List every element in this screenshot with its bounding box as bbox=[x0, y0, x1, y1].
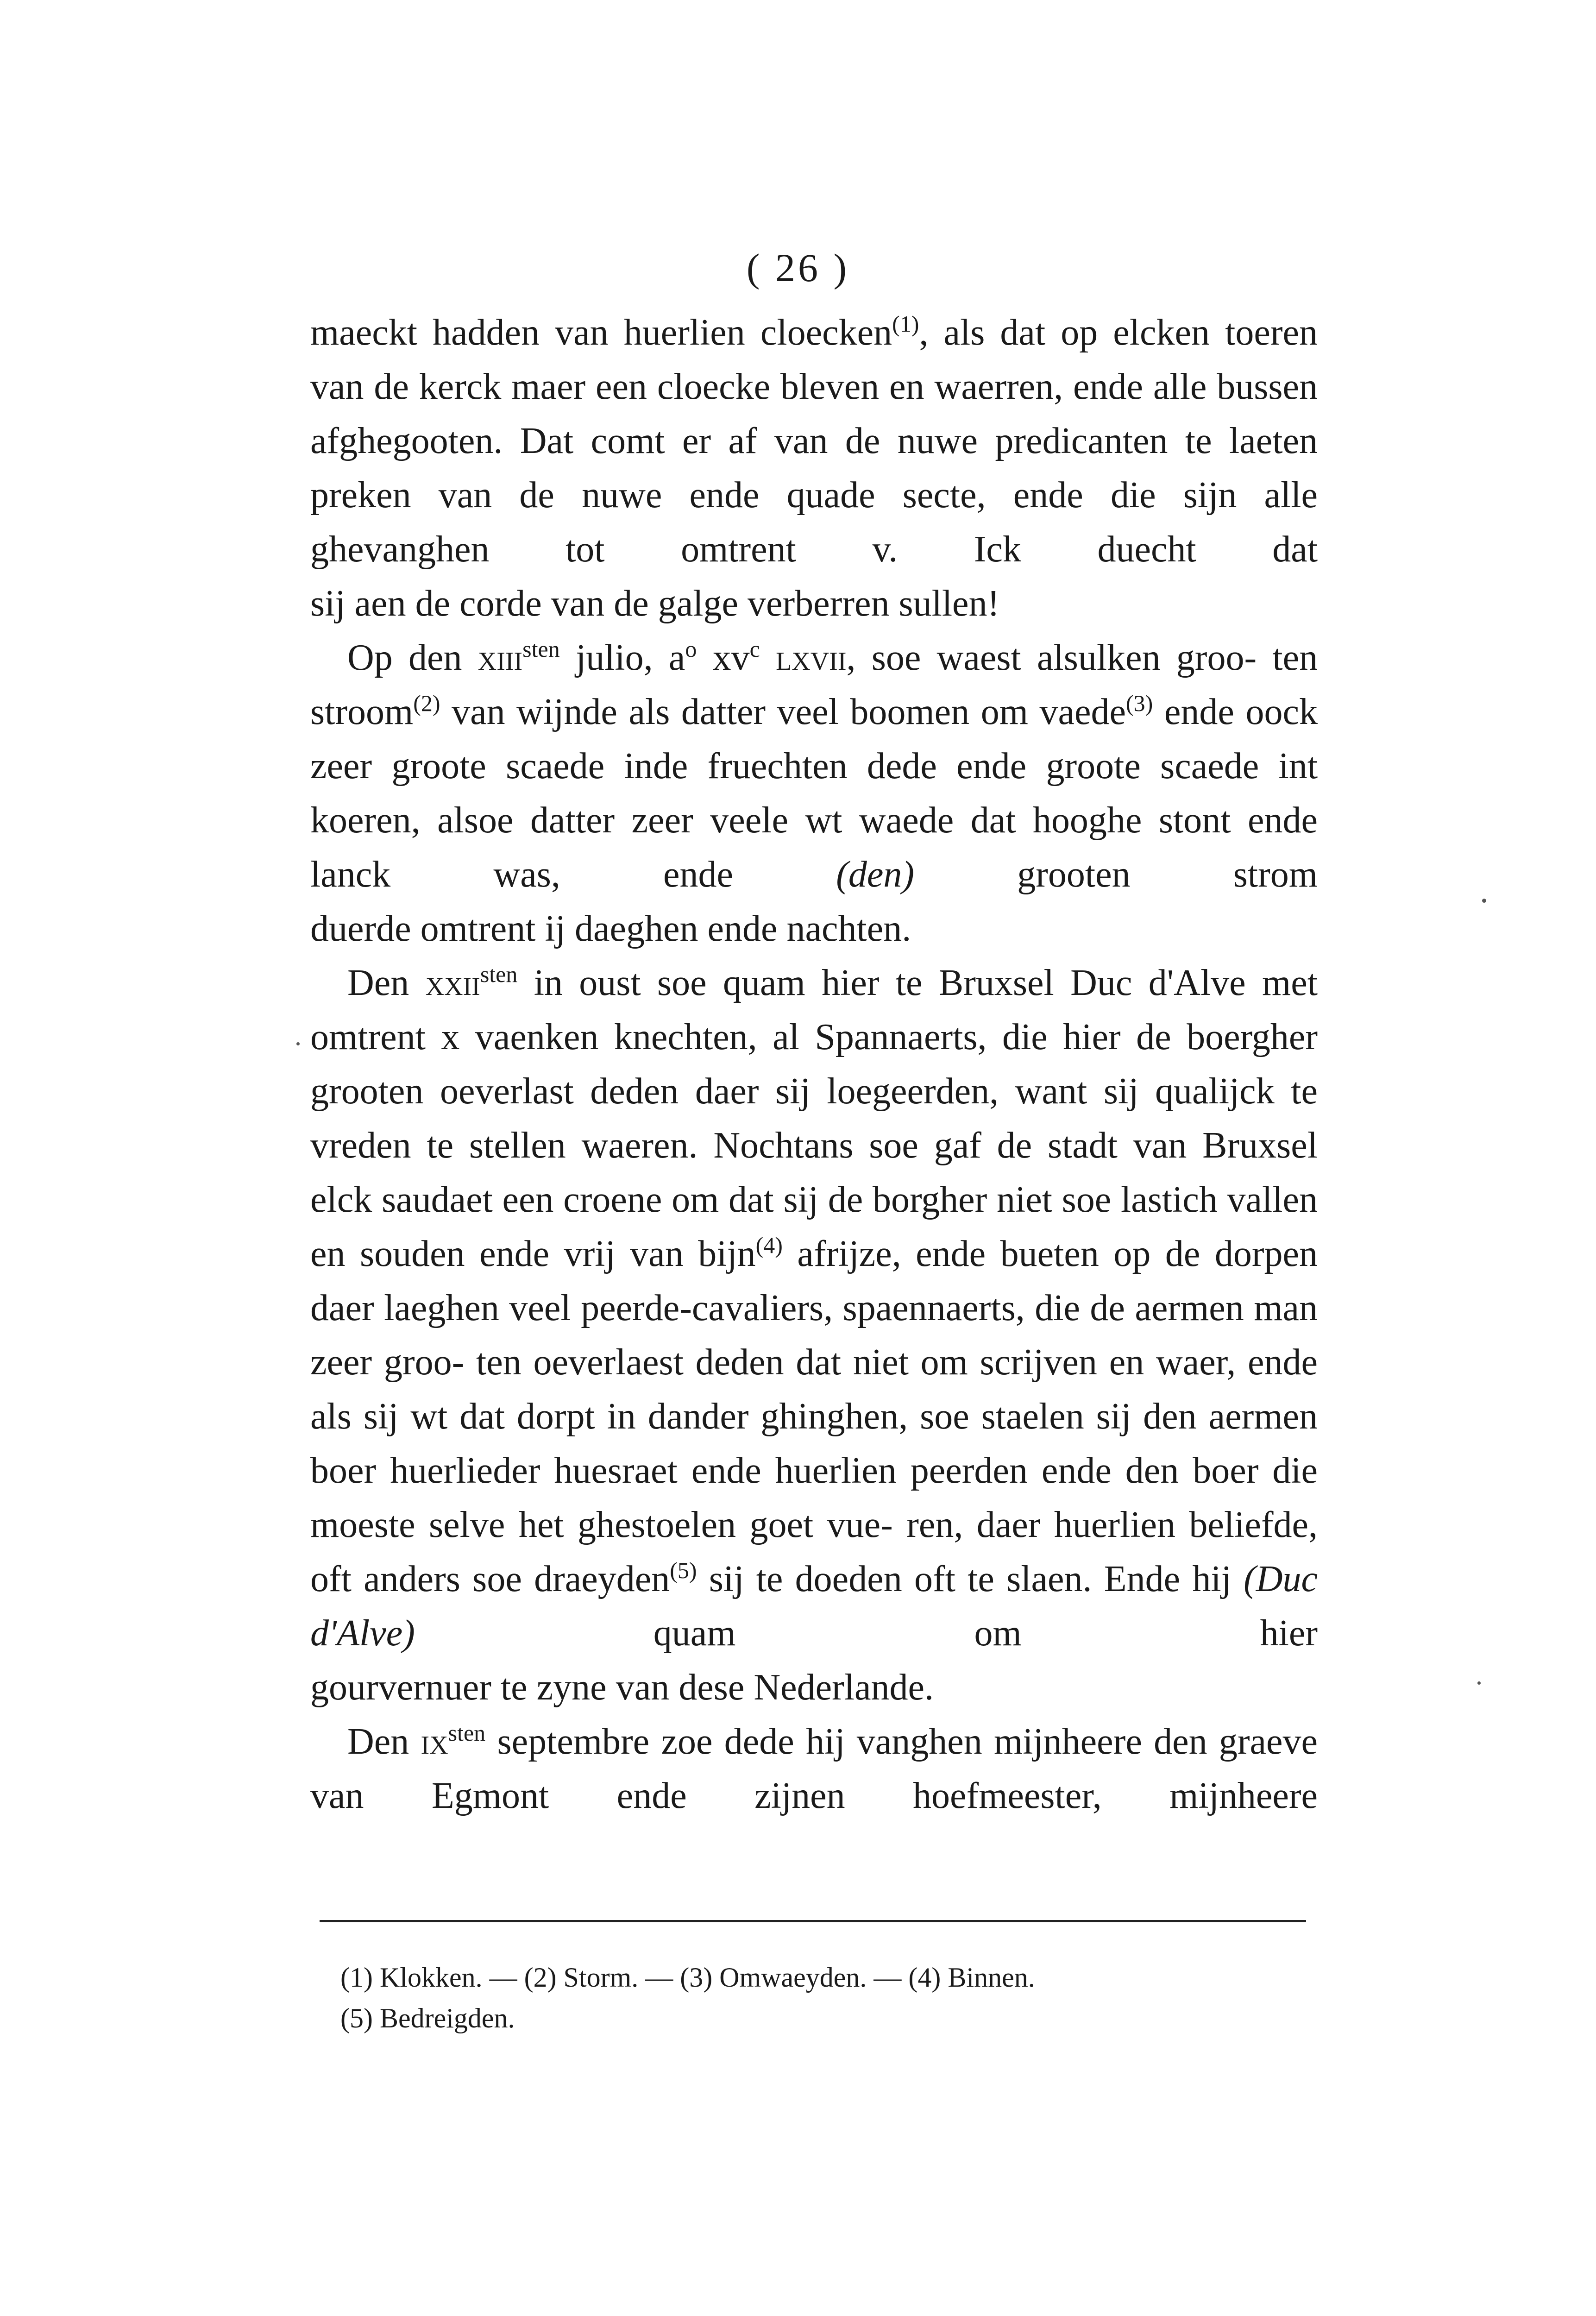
paragraph-1-end bbox=[310, 577, 1318, 631]
footnote-ref-5: (5) bbox=[670, 1557, 697, 1583]
text-span: septembre zoe dede hij vanghen mijnheere bbox=[485, 1721, 1142, 1762]
text-line: toeren van de kerck maer een cloecke bleven en waerren, bbox=[310, 312, 1318, 407]
print-speck bbox=[1482, 899, 1486, 903]
roman-numeral: xiii bbox=[478, 637, 523, 678]
text-span: afrijze, ende bueten op de dorpen daer laeghen veel bbox=[310, 1234, 1318, 1328]
text-span: ten stroom bbox=[310, 637, 1318, 732]
text-line: ende die sijn alle ghevanghen tot omtrent v. Ick duecht dat bbox=[310, 475, 1318, 570]
text-span: van wijnde als datter veel boomen om vaede bbox=[440, 692, 1126, 732]
superscript: sten bbox=[522, 636, 560, 662]
text-span: met omtrent x vaenken knechten, al Spannaerts, die hier bbox=[310, 963, 1318, 1057]
paragraph-4 bbox=[310, 1715, 1318, 1823]
body-text bbox=[310, 306, 1318, 1823]
text-span: quam om hier bbox=[415, 1613, 1318, 1654]
text-span: te doeden oft te slaen. Ende hij bbox=[756, 1559, 1244, 1599]
text-span: Den bbox=[347, 963, 426, 1003]
footnote-ref-4: (4) bbox=[755, 1232, 783, 1258]
footnote-ref-2: (2) bbox=[413, 690, 440, 716]
text-line: , als dat op elcken bbox=[919, 312, 1210, 353]
text-span: groote scaede int koeren, alsoe datter zeer veele wt waede bbox=[310, 746, 1318, 841]
paragraph-2-end bbox=[310, 902, 1318, 956]
text-span: gaf de stadt van Bruxsel elck saudaet een croene om dat sij bbox=[310, 1125, 1318, 1220]
superscript: c bbox=[749, 636, 760, 662]
text-span: ende oock zeer groote scaede inde fruechten dede ende bbox=[310, 692, 1318, 787]
text-span: , soe waest alsulken groo- bbox=[846, 637, 1257, 678]
text-span: aermen boer huerlieder huesraet ende huerlien peerden bbox=[310, 1396, 1318, 1491]
print-speck bbox=[296, 1042, 300, 1045]
text-span: ren, daer huerlien beliefde, oft anders soe draeyden bbox=[310, 1504, 1318, 1599]
text-span: peerde-cavaliers, spaennaerts, die de aermen man zeer groo- bbox=[310, 1288, 1318, 1383]
italic-span: (Duc d'Alve) bbox=[310, 1559, 1318, 1654]
superscript: sten bbox=[480, 961, 518, 987]
text-span: sij wt dat dorpt in dander ghinghen, soe staelen sij den bbox=[363, 1396, 1197, 1437]
text-span: de borgher niet soe lastich vallen en souden ende vrij van bbox=[310, 1179, 1318, 1274]
text-line: predicanten te laeten preken van de nuwe ende quade secte, bbox=[310, 421, 1318, 516]
paragraph-3 bbox=[310, 956, 1318, 1661]
superscript: sten bbox=[448, 1720, 486, 1746]
paragraph-2 bbox=[310, 631, 1318, 902]
footnote-separator bbox=[320, 1920, 1306, 1922]
text-span: dat hooghe stont ende lanck was, ende bbox=[310, 800, 1318, 895]
paragraph-3-end bbox=[310, 1661, 1318, 1715]
text-span: ten oeverlaest deden dat niet om scrijven en waer, ende als bbox=[310, 1342, 1318, 1437]
text-span: gourvernuer te zyne van dese Nederlande. bbox=[310, 1667, 934, 1708]
text-line: sij aen de corde van de galge verberren sullen! bbox=[310, 583, 1000, 624]
footnotes bbox=[340, 1957, 1313, 2039]
text-span: bijn bbox=[698, 1234, 756, 1274]
footnote-line: (1) Klokken. — (2) Storm. — (3) Omwaeyden. — (4) Binnen. bbox=[340, 1962, 1035, 1993]
footnote-line: (5) Bedreigden. bbox=[340, 2003, 515, 2033]
text-span: de boergher grooten oeverlast deden daer sij loegeerden, bbox=[310, 1017, 1318, 1112]
text-span: grooten strom bbox=[914, 854, 1318, 895]
text-span: duerde omtrent ij daeghen ende nachten. bbox=[310, 908, 911, 949]
text-span: sij bbox=[697, 1559, 744, 1599]
page-number: ( 26 ) bbox=[746, 245, 850, 290]
text-span: den graeve van Egmont ende zijnen hoefmeester, mijnheere bbox=[310, 1721, 1318, 1816]
text-span: Den bbox=[347, 1721, 421, 1762]
text-span: xv bbox=[697, 637, 750, 678]
italic-span: (den) bbox=[836, 854, 915, 895]
text-span: want sij qualijck te vreden te stellen waeren. Nochtans soe bbox=[310, 1071, 1318, 1166]
footnote-ref-3: (3) bbox=[1126, 690, 1153, 716]
text-line: maeckt hadden van huerlien cloecken bbox=[310, 312, 892, 353]
text-span: in oust soe quam hier te Bruxsel Duc d'Alve bbox=[517, 963, 1246, 1003]
footnote-ref-1: (1) bbox=[892, 311, 919, 337]
paragraph-1 bbox=[310, 306, 1318, 577]
roman-numeral: xxii bbox=[425, 963, 480, 1003]
text-line: ende alle bussen afghegooten. Dat comt er af van de nuwe bbox=[310, 366, 1318, 461]
text-span: ende den boer die moeste selve het ghestoelen goet vue- bbox=[310, 1450, 1318, 1545]
roman-numeral: lxvii bbox=[776, 637, 847, 678]
roman-numeral: ix bbox=[421, 1721, 448, 1762]
text-span: julio, a bbox=[559, 637, 685, 678]
text-span: Op den bbox=[347, 637, 478, 678]
print-speck bbox=[1477, 1681, 1481, 1685]
superscript: o bbox=[685, 636, 697, 662]
